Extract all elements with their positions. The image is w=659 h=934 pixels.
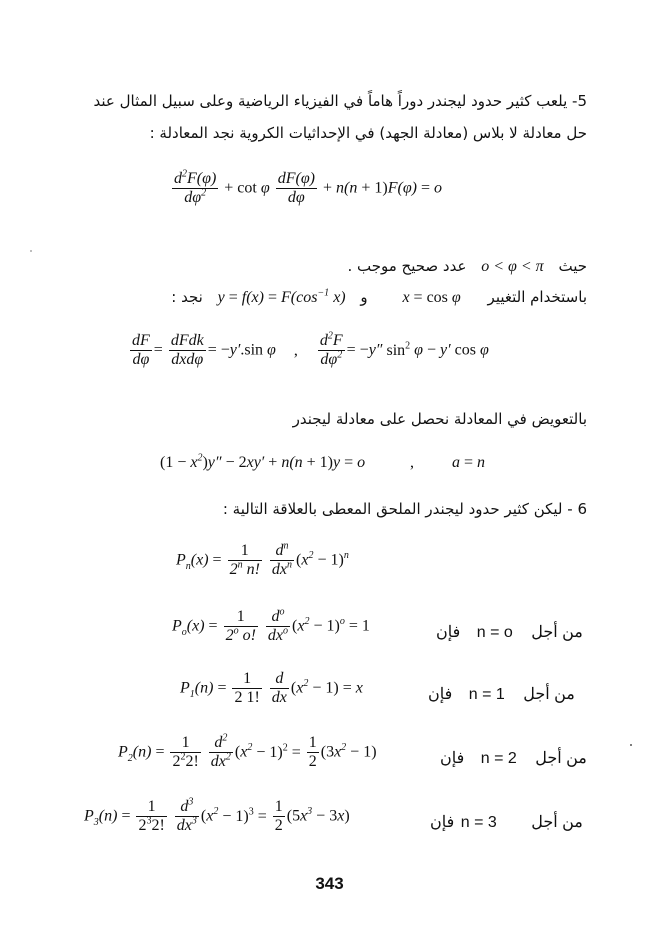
case-n-2: n = 2 (480, 750, 517, 767)
arabic-line-6: 6 - ليكن كثير حدود ليجندر الملحق المعطى بالعلاقة التالية : (222, 500, 587, 518)
phi-range: o < φ < π (481, 258, 544, 275)
arabic-line-1: 5- يلعب كثير حدود ليجندر دوراً هاماً في الفيزياء الرياضية وعلى سبيل المثال عند (93, 92, 587, 110)
case-n-1: n = 1 (468, 686, 505, 703)
for-word: من أجل (523, 686, 575, 703)
case-label-3 (430, 812, 583, 832)
page-number: 343 (315, 874, 344, 893)
substitution-line (171, 288, 587, 307)
for-word: من أجل (531, 814, 583, 831)
p3-formula: $P_3(n)$ = $\frac{1}{2^32!}$ $\frac{d^3}{dx^3}$ $(x^2 - 1)^3$ = $\frac{1}{2}$ $(5x^3 - 3x)$ (84, 796, 350, 835)
equation-main: $\frac{d^2F(\varphi)}{d\varphi^2}$ + cot φ $\frac{dF(\varphi)}{d\varphi}$ + n(n + 1)F(φ) = o (174, 168, 443, 207)
a-equals-n: , a = n (410, 454, 486, 471)
legendre-equation: $(1 - x^2)y'' - 2xy' + n(n + 1)y = o$ (160, 452, 366, 471)
case-label-0 (436, 622, 583, 642)
case-label-2 (440, 748, 587, 768)
p1-formula: $P_1(n)$ = $\frac{1}{2 1!}$ $\frac{d}{dx}$ $(x^2 - 1) = x$ (180, 670, 363, 707)
then-word: فإن (428, 686, 453, 703)
for-word: من أجل (531, 624, 583, 641)
then-word: فإن (440, 750, 465, 767)
case-label-1 (428, 684, 575, 704)
then-word: فإن (430, 814, 455, 831)
x-cos-eq: x = cos φ (402, 289, 461, 306)
p0-formula: $P_o(x)$ = $\frac{1}{2^o o!}$ $\frac{d^o}{dx^o}$ $(x^2 - 1)^o = 1$ (172, 606, 370, 645)
haith-rest: عدد صحيح موجب . (347, 257, 467, 275)
y-f-eq: $y = f(x) = F(\cos^{-1}$ x) (217, 287, 346, 306)
speck-mark (30, 250, 32, 252)
p2-formula: $P_2(n)$ = $\frac{1}{2^22!}$ $\frac{d^2}{dx^2}$ $(x^2 - 1)^2$ = $\frac{1}{2}$ $(3x^2 - 1)$ (118, 732, 377, 771)
then-word: فإن (436, 624, 461, 641)
rodrigues-formula: $P_n(x)$ = $\frac{1}{2^n n!}$ $\frac{d^n}{dx^n}$ $(x^2 - 1)^n$ (176, 540, 349, 579)
speck-mark (630, 744, 632, 746)
for-word: من أجل (535, 750, 587, 767)
case-n-0: n = o (476, 624, 513, 641)
case-n-3: n = 3 (460, 814, 497, 831)
derivatives-equation: $\frac{dF}{d\varphi}$ = $\frac{\text{dFdk}}{\text{dxdφ}}$ = −y′.sin φ , $\frac{d^2F}{d\varphi^2}$ = −y″ $\sin^2 \varphi - y'$ cos φ (132, 330, 489, 369)
haith-word: حيث (558, 257, 587, 275)
arabic-after-subst: بالتعويض في المعادلة نحصل على معادلة ليجندر (292, 410, 587, 428)
najid-word: نجد : (171, 288, 203, 306)
arabic-line-2: حل معادلة لا بلاس (معادلة الجهد) في الإحداثيات الكروية نجد المعادلة : (149, 124, 587, 142)
haith-line (347, 257, 587, 276)
wa-word: و (360, 288, 368, 306)
substitution-label: باستخدام التغيير (487, 288, 587, 306)
